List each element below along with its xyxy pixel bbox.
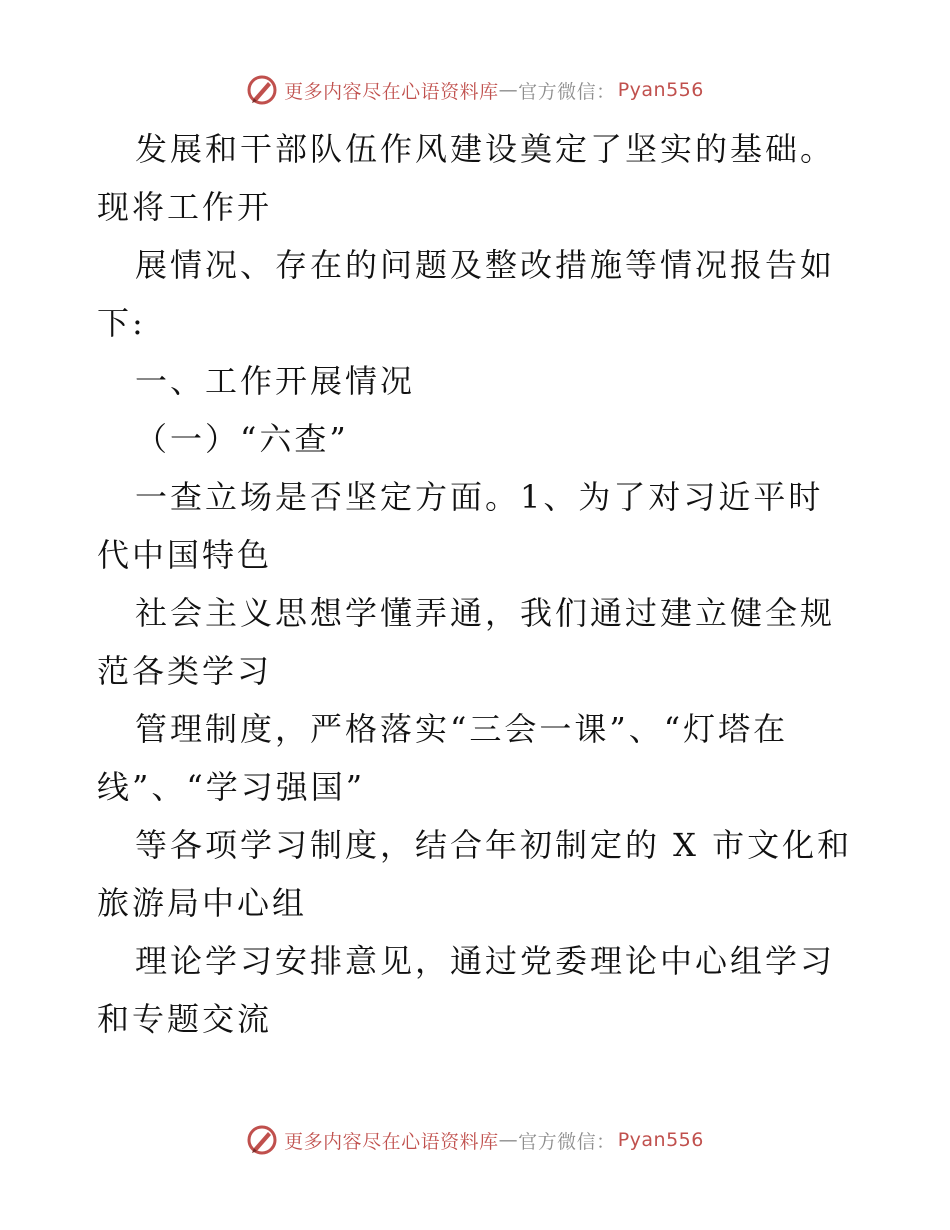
watermark-label: 官方微信： <box>518 80 616 103</box>
document-body <box>97 120 857 1048</box>
watermark-header <box>0 70 950 110</box>
watermark-label: 官方微信： <box>518 1130 616 1153</box>
pen-logo-icon <box>246 74 278 106</box>
watermark-footer <box>0 1120 950 1160</box>
watermark-site: 更多内容尽在心语资料库 <box>284 1130 499 1153</box>
paragraph: 理论学习安排意见，通过党委理论中心组学习和专题交流 <box>97 942 836 1038</box>
paragraph: 发展和干部队伍作风建设奠定了坚实的基础。现将工作开 <box>97 130 836 226</box>
paragraph: 一查立场是否坚定方面。1、为了对习近平时代中国特色 <box>97 478 824 574</box>
pen-logo-icon <box>246 1124 278 1156</box>
paragraph: 社会主义思想学懂弄通，我们通过建立健全规范各类学习 <box>97 594 836 690</box>
watermark-site: 更多内容尽在心语资料库 <box>284 80 499 103</box>
paragraph: 等各项学习制度，结合年初制定的 X 市文化和旅游局中心组 <box>97 826 853 922</box>
section-heading: 一、工作开展情况 <box>135 362 416 400</box>
paragraph: 展情况、存在的问题及整改措施等情况报告如下: <box>97 246 836 342</box>
watermark-value: Pyan556 <box>617 79 704 101</box>
watermark-dash: — <box>498 79 519 101</box>
paragraph: 管理制度，严格落实“三会一课”、“灯塔在线”、“学习强国” <box>97 710 789 806</box>
subsection-heading: （一）“六查” <box>135 420 349 458</box>
watermark-value: Pyan556 <box>617 1129 704 1151</box>
watermark-dash: — <box>498 1129 519 1151</box>
